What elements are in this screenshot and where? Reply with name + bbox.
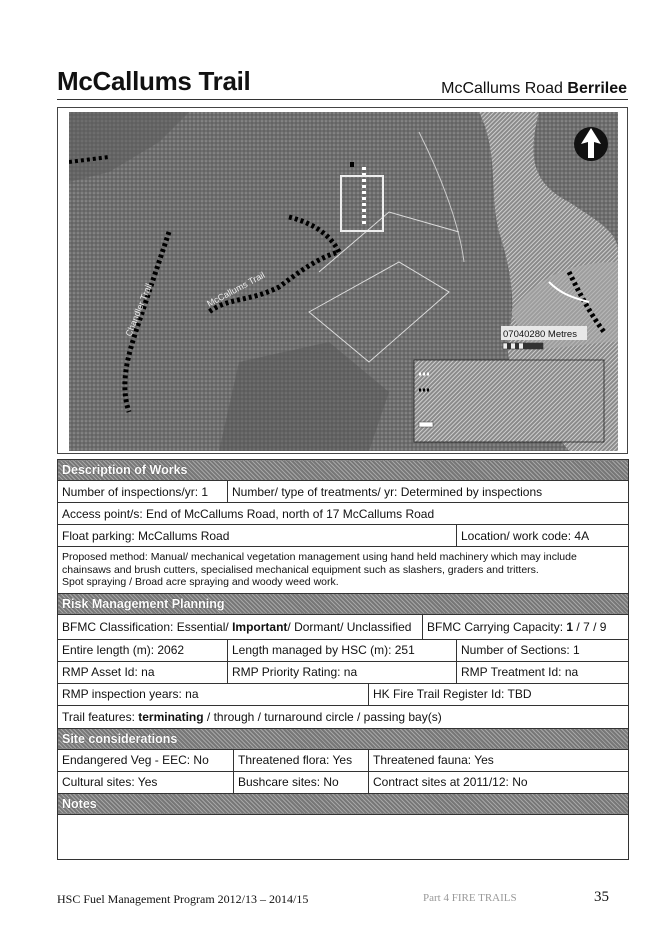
features-options: / through / turnaround circle / passing bay(s): [203, 709, 442, 724]
access-points: Access point/s: End of McCallums Road, north of 17 McCallums Road: [58, 503, 629, 525]
page-title: McCallums Trail: [57, 66, 251, 96]
entire-length: Entire length (m): 2062: [58, 639, 228, 661]
rmp-treatment-id: RMP Treatment Id: na: [457, 661, 629, 683]
map-label-mccallums: McCallums Trail: [205, 269, 267, 309]
title-rule: [57, 99, 628, 100]
aerial-map-image: [69, 112, 618, 451]
fire-trail-details-table: [57, 459, 629, 860]
location-work-code: Location/ work code: 4A: [457, 525, 629, 547]
threatened-flora: Threatened flora: Yes: [234, 749, 369, 771]
proposed-method-line: chainsaws and brush cutters, specialised mechanical equipment such as slashers, graders and tritters.: [62, 563, 539, 576]
trail-features: [58, 705, 629, 728]
capacity-label: BFMC Carrying Capacity:: [427, 619, 567, 634]
bushcare-sites: Bushcare sites: No: [234, 771, 369, 793]
trail-map: [57, 107, 628, 454]
trail-location: [441, 80, 627, 98]
notes-area: [58, 814, 629, 859]
features-selected: terminating: [138, 709, 204, 724]
map-scale-label: 07040280 Metres: [503, 329, 577, 340]
number-of-sections: Number of Sections: 1: [457, 639, 629, 661]
proposed-method-line: Proposed method: Manual/ mechanical vegetation management using hand held machinery which may include: [62, 551, 577, 563]
inspections-per-year: Number of inspections/yr: 1: [58, 481, 228, 503]
classification-selected: Important: [232, 619, 288, 634]
hk-fire-trail-register-id: HK Fire Trail Register Id: TBD: [369, 683, 629, 705]
section-header-notes: Notes: [58, 793, 629, 814]
cultural-sites: Cultural sites: Yes: [58, 771, 234, 793]
road-name: McCallums Road: [441, 80, 563, 97]
capacity-selected: 1: [566, 619, 574, 634]
bfmc-carrying-capacity: [423, 614, 629, 639]
north-arrow-icon: [574, 127, 608, 161]
bfmc-classification: [58, 614, 423, 639]
proposed-method: [58, 547, 629, 594]
map-legend: [414, 360, 604, 442]
map-label-chandler: Chandler Trail: [123, 282, 154, 338]
contract-sites: Contract sites at 2011/12: No: [369, 771, 629, 793]
locality-name: Berrilee: [567, 80, 627, 97]
rmp-priority-rating: RMP Priority Rating: na: [228, 661, 457, 683]
section-header-risk: Risk Management Planning: [58, 593, 629, 614]
section-header-site: Site considerations: [58, 728, 629, 749]
footer-program: HSC Fuel Management Program 2012/13 – 2014/15: [57, 892, 309, 906]
features-label: Trail features:: [62, 709, 139, 724]
page-number: 35: [594, 889, 609, 905]
treatments-per-year: Number/ type of treatments/ yr: Determined by inspections: [228, 481, 629, 503]
endangered-veg-eec: Endangered Veg - EEC: No: [58, 749, 234, 771]
footer-part: Part 4 FIRE TRAILS: [423, 892, 517, 904]
capacity-options: / 7 / 9: [573, 619, 607, 634]
classification-options: BFMC Classification: Essential/: [62, 619, 233, 634]
length-managed-by-hsc: Length managed by HSC (m): 251: [228, 639, 457, 661]
classification-options: / Dormant/ Unclassified: [287, 619, 412, 634]
section-header-description: Description of Works: [58, 460, 629, 481]
rmp-asset-id: RMP Asset Id: na: [58, 661, 228, 683]
rmp-inspection-years: RMP inspection years: na: [58, 683, 369, 705]
float-parking: Float parking: McCallums Road: [58, 525, 457, 547]
threatened-fauna: Threatened fauna: Yes: [369, 749, 629, 771]
proposed-method-line: Spot spraying / Broad acre spraying and woody weed work.: [62, 576, 339, 588]
